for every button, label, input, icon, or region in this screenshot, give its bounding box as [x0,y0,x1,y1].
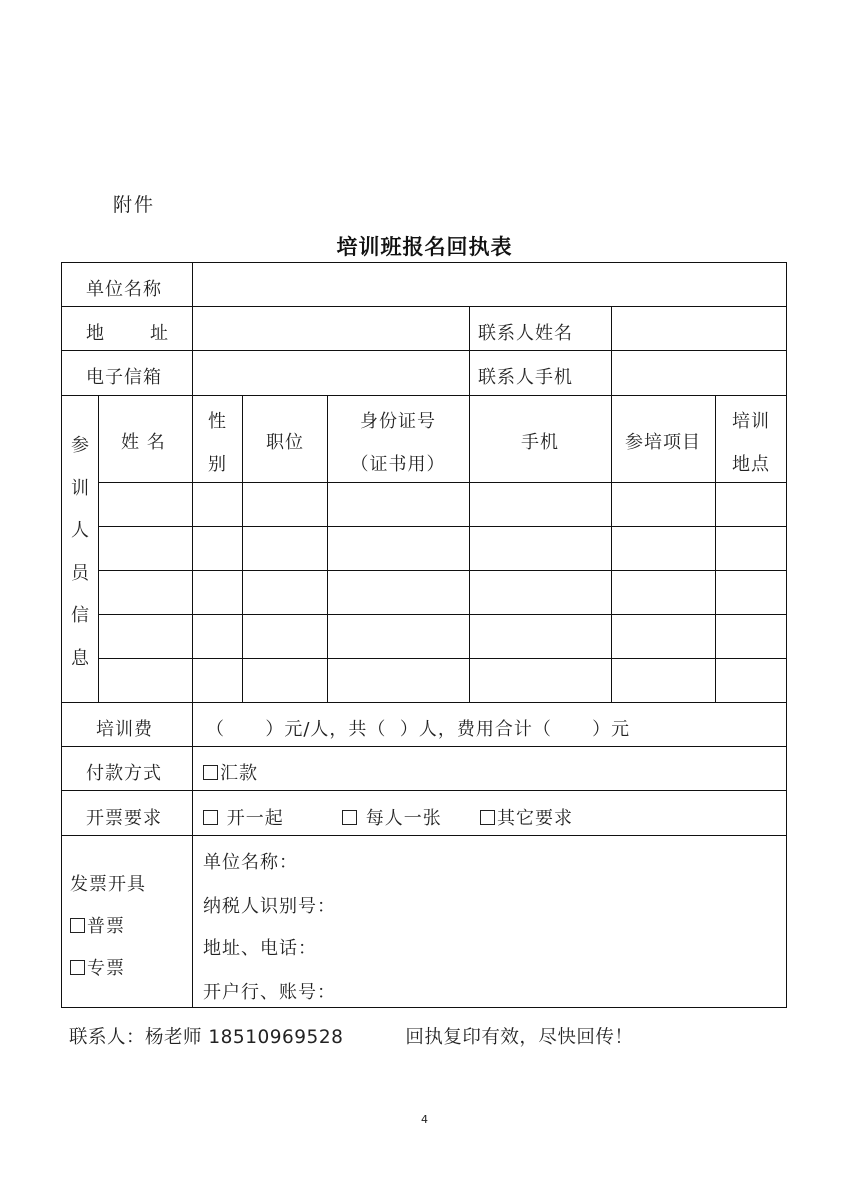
checkbox-icon[interactable] [203,810,218,825]
unit-name-label: 单位名称 [86,279,162,300]
checkbox-icon[interactable] [70,960,85,975]
contact-name-label: 联系人姓名 [478,323,573,344]
invoice-request-option-3[interactable] [480,808,573,830]
section-char: 员 [71,562,89,584]
header-id-number-2: （证书用） [350,454,446,475]
option-label: 其它要求 [497,808,573,829]
address-label-1: 地 [86,323,105,344]
row-divider [61,835,787,836]
invoice-issue-label: 发票开具 [70,874,146,895]
header-name: 姓 名 [121,432,166,453]
footer [69,1023,633,1049]
payment-label: 付款方式 [86,763,162,784]
invoice-field-tax-id: 纳税人识别号： [203,896,336,917]
row-divider [98,570,787,571]
section-char: 人 [71,520,89,541]
checkbox-icon[interactable] [480,810,495,825]
section-char: 信 [71,605,89,626]
header-gender-1: 性 [208,411,227,432]
footer-note: 回执复印有效，尽快回传！ [405,1027,634,1048]
invoice-field-unit-name: 单位名称： [203,852,298,873]
invoice-type-special[interactable] [70,958,125,980]
column-divider [192,262,193,395]
header-location-1: 培训 [732,411,770,432]
invoice-type-regular[interactable] [70,916,125,938]
participants-section-label [68,425,92,680]
invoice-field-address-phone: 地址、电话： [203,938,317,959]
column-divider [98,395,99,702]
row-divider [61,395,787,396]
row-divider [61,746,787,747]
fee-label: 培训费 [96,719,153,740]
section-char: 参 [71,435,89,456]
option-label: 每人一张 [365,808,442,829]
column-divider [192,702,193,1008]
row-divider [61,306,787,307]
option-label: 开一起 [226,808,284,829]
section-char: 训 [71,477,89,499]
footer-contact: 联系人：杨老师 18510969528 [69,1027,344,1048]
row-divider [61,350,787,351]
column-divider [715,395,716,702]
section-char: 息 [71,647,89,669]
address-label-2: 址 [150,323,169,344]
registration-table [61,262,787,1008]
payment-option-label: 汇款 [220,763,258,784]
row-divider [61,790,787,791]
option-label: 专票 [87,958,125,979]
header-gender-2: 别 [208,454,227,475]
attachment-label: 附件 [113,194,156,216]
invoice-request-option-2[interactable] [342,808,442,830]
contact-phone-label: 联系人手机 [478,367,573,388]
checkbox-icon[interactable] [70,918,85,933]
header-location-2: 地点 [732,454,770,475]
column-divider [192,395,193,702]
column-divider [611,306,612,395]
email-label: 电子信箱 [86,367,162,388]
form-title: 培训班报名回执表 [336,234,513,259]
fee-text: （ ）元/人，共（ ）人，费用合计（ ）元 [206,719,631,740]
checkbox-icon[interactable] [342,810,357,825]
payment-option[interactable] [203,763,258,785]
column-divider [469,306,470,395]
invoice-request-option-1[interactable] [203,808,284,830]
header-phone: 手机 [521,432,559,453]
invoice-field-bank-account: 开户行、账号： [203,982,336,1003]
header-position: 职位 [266,432,304,453]
option-label: 普票 [87,916,125,937]
row-divider [98,526,787,527]
row-divider [98,614,787,615]
row-divider [98,482,787,483]
header-project: 参培项目 [625,432,701,453]
checkbox-icon[interactable] [203,765,218,780]
invoice-request-label: 开票要求 [86,808,162,829]
header-id-number-1: 身份证号 [360,411,436,432]
row-divider [98,658,787,659]
row-divider [61,702,787,703]
page-number: 4 [421,1113,428,1126]
